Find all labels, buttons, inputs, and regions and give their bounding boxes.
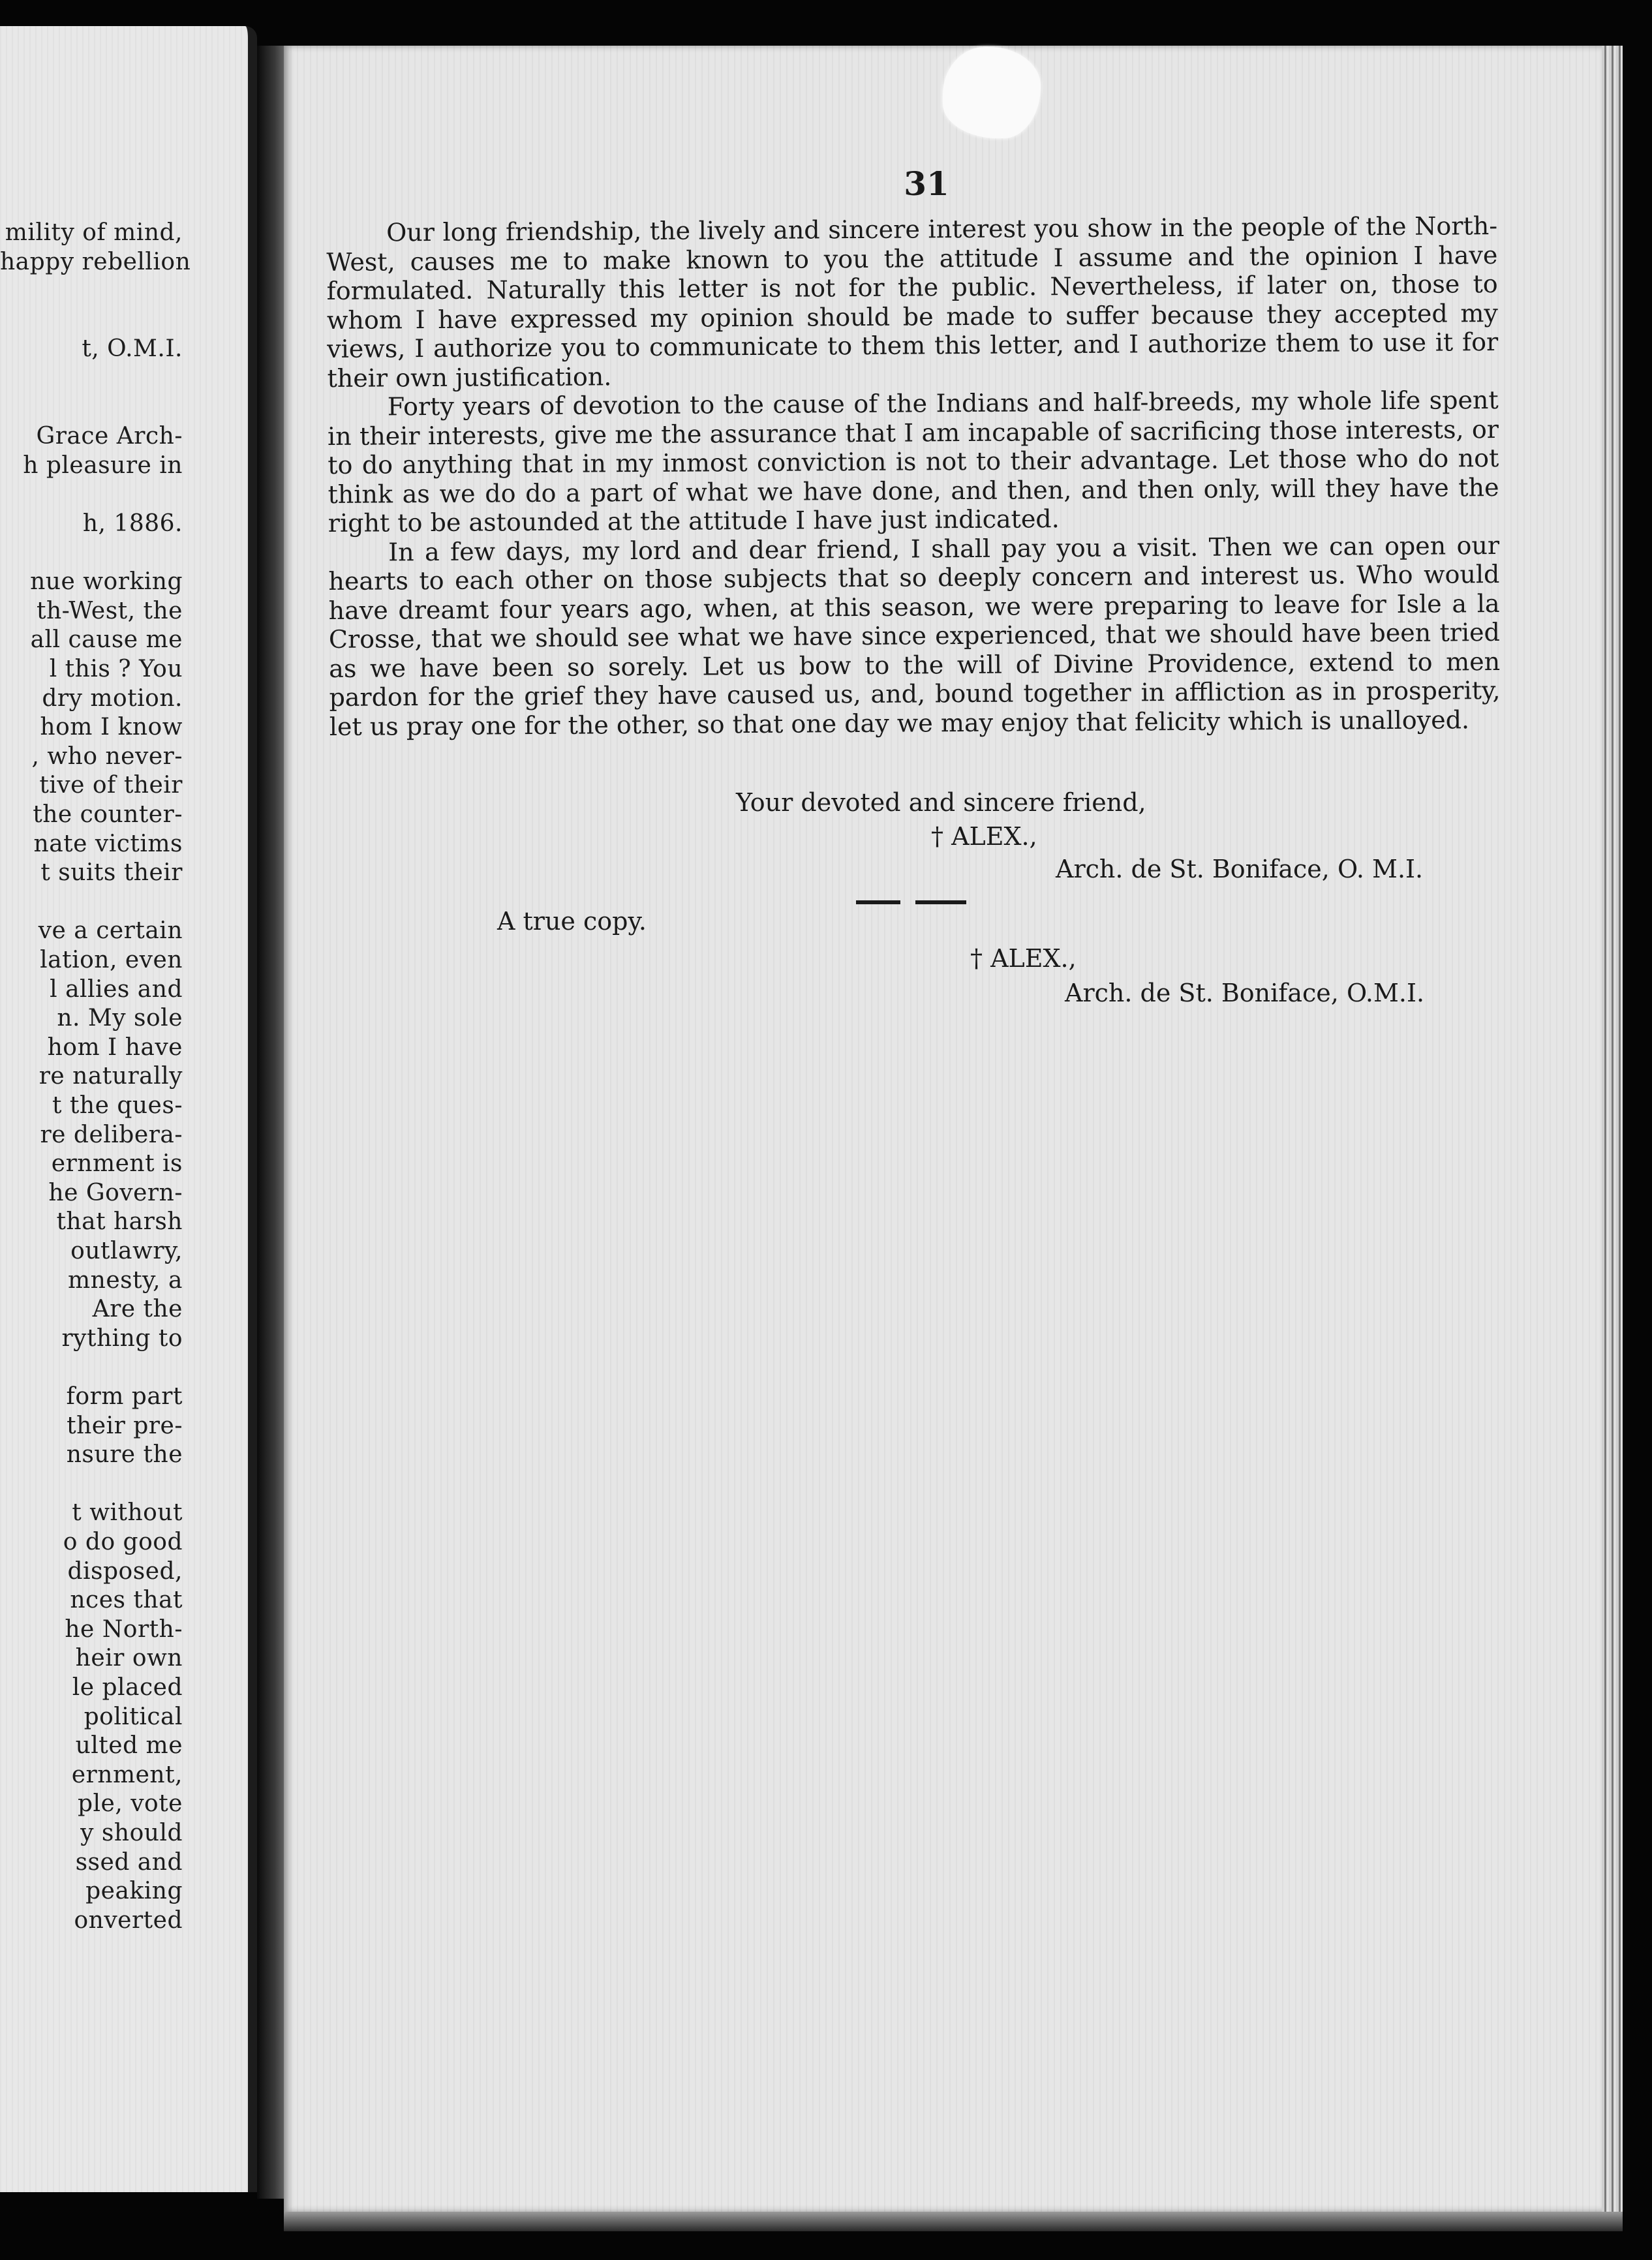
left-page-line: onverted <box>74 1906 183 1934</box>
left-page-line: t the ques- <box>52 1092 183 1119</box>
signature-2: † ALEX., <box>970 944 1077 973</box>
left-page-line: nue working <box>30 568 183 596</box>
left-page-line: form part <box>66 1383 183 1410</box>
left-page-line: ernment is <box>51 1150 183 1178</box>
left-page-line: hom I know <box>40 714 183 741</box>
signature-title-1: Arch. de St. Boniface, O. M.I. <box>1056 855 1424 883</box>
left-page-line: dry motion. <box>42 684 183 712</box>
true-copy-label: A true copy. <box>497 907 647 936</box>
left-page-line: , who never- <box>31 742 183 770</box>
signature-1: † ALEX., <box>931 822 1037 851</box>
left-page-line: heir own <box>75 1645 183 1672</box>
left-page-line: nate victims <box>33 830 183 857</box>
left-page-line: l allies and <box>50 975 183 1003</box>
left-page-line: ve a certain <box>38 917 183 945</box>
closing-salutation: Your devoted and sincere friend, <box>736 788 1146 817</box>
left-page-line: l this ? You <box>49 656 183 682</box>
left-page-line: h pleasure in <box>23 451 183 479</box>
page-bottom-edge <box>284 2212 1623 2231</box>
left-page-line: their pre- <box>67 1412 183 1439</box>
left-facing-page <box>0 26 257 2192</box>
left-page-line: happy rebellion <box>0 248 191 275</box>
left-page-line: outlawry, <box>70 1238 183 1264</box>
left-page-line: ernment, <box>71 1761 183 1788</box>
left-page-line: nsure the <box>66 1441 183 1469</box>
left-page-line: t, O.M.I. <box>82 335 183 363</box>
left-page-line: re naturally <box>38 1063 183 1090</box>
page-number: 31 <box>904 164 949 203</box>
left-page-line: peaking <box>85 1878 183 1905</box>
left-page-line: ssed and <box>75 1848 183 1876</box>
divider-left <box>856 900 900 904</box>
paragraph-3: In a few days, my lord and dear friend, I shall pay you a visit. Then we can open our hearts to each other on those subjects that so deeply concern and interest us. Who would have dreamt four years ago, when, at this season, we were preparing to leave for Isle a la Crosse, that we should see what we have since experienced, that we should have been tried as we have been so sorely. Let us bow to the will of Divine Providence, extend to men pardon for the grief they have caused us, and, bound together in affliction as in prosperity, let us pray one for the other, so that one day we may enjoy that felicity which is unalloyed. <box>328 530 1501 741</box>
left-page-line: o do good <box>63 1529 183 1555</box>
left-page-line: the counter- <box>33 801 183 828</box>
left-page-line: tive of their <box>39 772 183 799</box>
left-page-line: rything to <box>61 1324 183 1352</box>
left-page-line: le placed <box>72 1674 183 1701</box>
left-page-line: all cause me <box>30 626 183 654</box>
left-page-line: n. My sole <box>57 1005 183 1032</box>
divider-right <box>915 900 966 904</box>
signature-title-2: Arch. de St. Boniface, O.M.I. <box>1065 979 1425 1007</box>
left-page-line: h, 1886. <box>82 510 183 537</box>
left-page-line: y should <box>80 1820 183 1846</box>
left-page-line: t suits their <box>40 859 183 887</box>
left-page-line: re delibera- <box>40 1121 183 1148</box>
left-page-line: he North- <box>65 1615 183 1643</box>
left-page-line: t without <box>72 1499 183 1527</box>
torn-paper-mark <box>943 47 1041 138</box>
page-edge <box>1602 46 1623 2212</box>
left-page-line: ulted me <box>75 1732 183 1760</box>
left-page-line: Are the <box>92 1296 183 1323</box>
left-page-line: disposed, <box>67 1557 183 1585</box>
left-page-line: hom I have <box>47 1033 183 1061</box>
left-page-line: th-West, the <box>36 597 183 624</box>
paragraph-2: Forty years of devotion to the cause of the Indians and half-breeds, my whole life spent in their interests, give me the assurance that I am incapable of sacrificing those interests, or to do anything that in my inmost conviction is not to their advantage. Let those who do not think as we do do a part of what we have done, and then, and then only, will they have the right to be astounded at the attitude I have just indicated. <box>327 386 1499 538</box>
left-page-line: Grace Arch- <box>36 423 183 450</box>
letter-body <box>326 211 1501 741</box>
paragraph-1: Our long friendship, the lively and sincere interest you show in the people of the North-West, causes me to make known to you the attitude I assume and the opinion I have formulated. Naturally this letter is not for the public. Nevertheless, if later on, those to whom I have expressed my opinion should be made to suffer because they accepted my views, I authorize you to communicate to them this letter, and I authorize them to use it for their own justification. <box>326 211 1499 393</box>
left-page-line: he Govern- <box>48 1179 183 1206</box>
left-page-line: lation, even <box>40 947 183 973</box>
left-page-line: mnesty, a <box>68 1266 183 1294</box>
left-page-line: ple, vote <box>77 1790 183 1818</box>
left-page-line: nces that <box>70 1587 183 1614</box>
left-page-line: mility of mind, <box>5 219 183 246</box>
left-page-line: political <box>84 1703 183 1730</box>
left-page-line: that harsh <box>56 1208 183 1236</box>
